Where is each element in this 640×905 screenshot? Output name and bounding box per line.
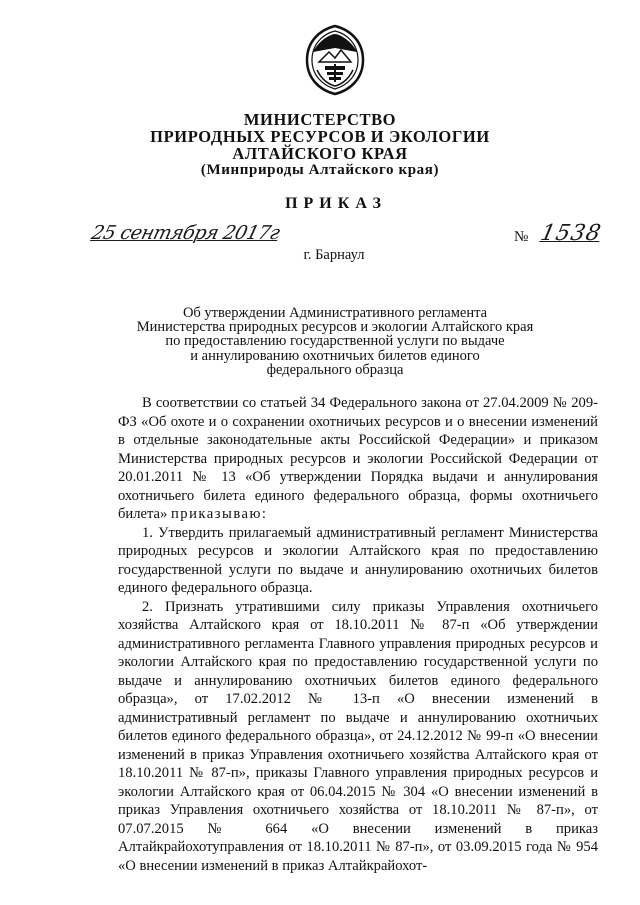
coat-of-arms-icon — [301, 22, 369, 98]
title-line: Министерства природных ресурсов и экологии Алтайского края — [136, 319, 534, 336]
order-item-2: 2. Признать утратившими силу приказы Управления охотничьего хозяйства Алтайского края от 18.10.2011 № 87-п «Об утверждении административного регламента Главного управления природных ресурсов и экологии Алтайского края по предоставлению государственной услуги по выдаче и аннулированию охотничьих билетов единого федерального образца», от 17.02.2012 № 13-п «О внесении изменений в административный регламент по выдаче и аннулированию охотничьих билетов единого федерального образца», от 24.12.2012 № 99-п «О внесении изменений в приказ Управления охотничьего хозяйства Алтайского края от 18.10.2011 № 87-п», приказы Главного управления природных ресурсов и экологии Алтайского края от 06.04.2015 № 304 «О внесении изменений в приказ Управления охотничьего хозяйства от 18.10.2011 № 87-п», от 07.07.2015 № 664 «О внесении изменений в приказ Алтайкрайохотуправления от 18.10.2011 № 87-п», от 03.09.2015 года № 954 «О внесении изменений в приказ Алтайкрайохот- — [118, 598, 598, 874]
document-type: ПРИКАЗ — [285, 195, 387, 212]
ministry-name-line-3: АЛТАЙСКОГО КРАЯ — [232, 144, 408, 163]
order-item-1: 1. Утвердить прилагаемый административный регламент Министерства природных ресурсов и экологии Алтайского края по предоставлению государственной услуги по выдаче и аннулированию охотничьих билетов единого федерального образца. — [118, 524, 598, 596]
order-title — [120, 306, 550, 377]
preamble-text: В соответствии со статьей 34 Федерального закона от 27.04.2009 № 209-ФЗ «Об охоте и о сохранении охотничьих ресурсов и о внесении изменений в отдельные законодательные акты Российской Федерации» и приказом Министерства природных ресурсов и экологии Российской Федерации от 20.01.2011 № 13 «Об утверждении Порядка выдачи и аннулирования охотничьего билета единого федерального образца, формы охотничьего билета» — [118, 395, 598, 522]
city: г. Барнаул — [303, 247, 365, 263]
ministry-name-line-1: МИНИСТЕРСТВО — [243, 110, 397, 129]
order-body — [118, 394, 598, 875]
handwritten-date: 25 сентября 2017г — [89, 222, 282, 244]
title-line: по предоставлению государственной услуги по выдаче — [165, 333, 505, 350]
handwritten-number: 1538 — [538, 221, 604, 246]
preamble — [118, 394, 598, 524]
title-line: федерального образца — [266, 361, 404, 378]
preamble-verb: приказываю: — [170, 506, 268, 522]
number-label: № — [514, 229, 529, 245]
title-line: Об утверждении Административного регламента — [182, 305, 488, 321]
ministry-name-line-2: ПРИРОДНЫХ РЕСУРСОВ И ЭКОЛОГИИ — [150, 127, 490, 146]
title-line: и аннулированию охотничьих билетов единого — [190, 347, 480, 364]
ministry-short-name: (Минприроды Алтайского края) — [200, 162, 440, 178]
